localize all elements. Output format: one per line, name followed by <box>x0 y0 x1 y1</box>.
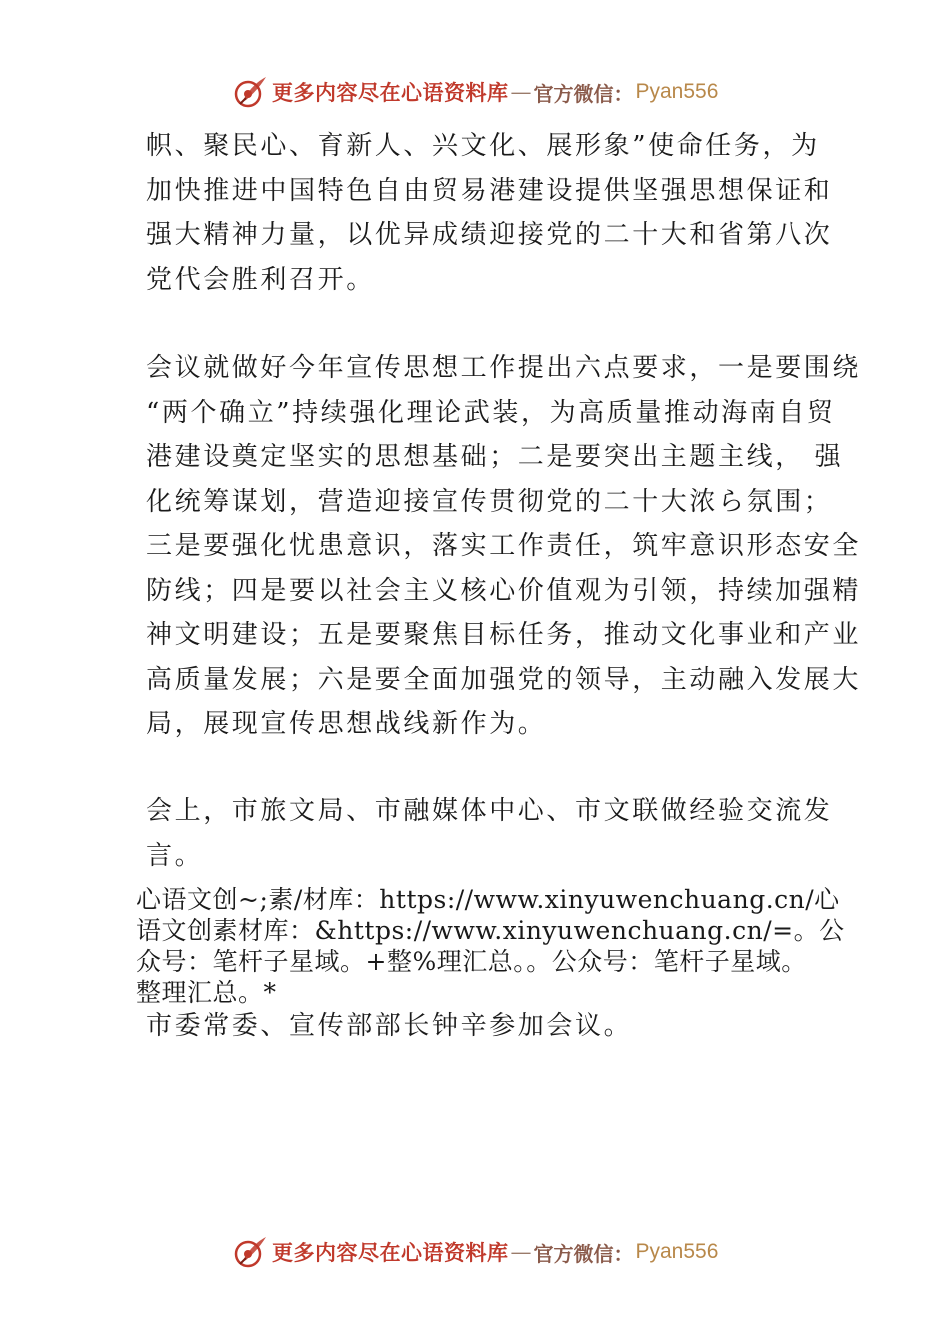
text-line: 局，展现宣传思想战线新作为。 <box>146 709 547 739</box>
watermark-line: 整理汇总。* <box>136 978 277 1007</box>
text-line: 党代会胜利召开。 <box>146 264 375 295</box>
quill-logo-icon <box>232 1234 268 1270</box>
banner-wechat-id: Pyan556 <box>635 1240 719 1263</box>
quill-logo-icon <box>232 74 268 110</box>
text-line: 神文明建设；五是要聚焦目标任务，推动文化事业和产业 <box>146 620 862 650</box>
banner-separator: — <box>510 1240 532 1264</box>
footer-banner <box>232 1232 718 1272</box>
header-banner <box>232 72 718 112</box>
watermark-line: 语文创素材库：&https://www.xinyuwenchuang.cn/=。公 <box>136 916 845 945</box>
text-line: 加快推进中国特色自由贸易港建设提供坚强思想保证和 <box>146 175 833 206</box>
text-line: “两个确立”持续强化理论武装，为高质量推动海南自贸 <box>146 397 836 428</box>
text-line: 会议就做好今年宣传思想工作提出六点要求，一是要围绕 <box>146 353 862 383</box>
banner-wechat-label: 官方微信： <box>533 1241 634 1266</box>
watermark-line: 心语文创~;素/材库：https://www.xinyuwenchuang.cn/心 <box>136 885 840 914</box>
banner-title: 更多内容尽在心语资料库 <box>272 1240 509 1265</box>
text-line: 高质量发展；六是要全面加强党的领导，主动融入发展大 <box>146 664 862 695</box>
text-line: 会上，市旅文局、市融媒体中心、市文联做经验交流发 <box>146 796 833 826</box>
text-line: 三是要强化忧患意识，落实工作责任，筑牢意识形态安全 <box>146 531 862 561</box>
paragraph-3 <box>146 789 832 878</box>
banner-wechat-label: 官方微信： <box>533 81 634 106</box>
watermark-block <box>136 884 845 1008</box>
paragraph-2 <box>146 346 861 747</box>
text-line: 化统筹谋划，营造迎接宣传贯彻党的二十大浓ら氛围； <box>146 486 833 517</box>
banner-wechat-id: Pyan556 <box>635 80 719 103</box>
text-line: 防线；四是要以社会主义核心价值观为引领，持续加强精 <box>146 575 862 606</box>
text-line: 强大精神力量，以优异成绩迎接党的二十大和省第八次 <box>146 220 833 250</box>
banner-separator: — <box>510 80 532 104</box>
text-line: 港建设奠定坚实的思想基础；二是要突出主题主线， 强 <box>146 442 844 472</box>
closing-line: 市委常委、宣传部部长钟辛参加会议。 <box>146 1011 633 1041</box>
banner-title: 更多内容尽在心语资料库 <box>272 80 509 105</box>
watermark-line: 众号：笔杆子星域。+整%理汇总。。公众号：笔杆子星域。 <box>136 947 807 976</box>
text-line: 言。 <box>146 840 204 871</box>
text-line: 帜、聚民心、育新人、兴文化、展形象”使命任务，为 <box>146 131 820 161</box>
paragraph-1 <box>146 124 832 302</box>
